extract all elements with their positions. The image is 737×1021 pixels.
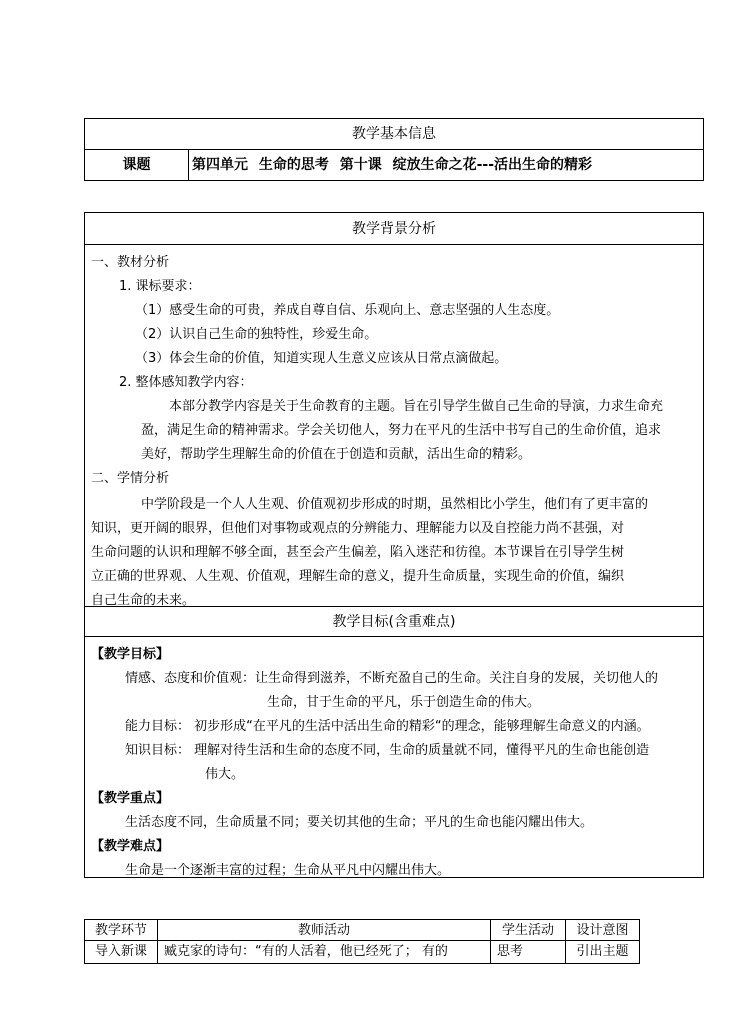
section-students: 二、学情分析 bbox=[91, 471, 170, 486]
goal-emotion-2: 生命，甘于生命的平凡，乐于创造生命的伟大。 bbox=[267, 695, 541, 710]
col-header-student: 学生活动 bbox=[491, 920, 566, 941]
col-header-teacher: 教师活动 bbox=[158, 920, 491, 941]
student-line-5: 自己生命的未来。 bbox=[91, 593, 196, 608]
basic-info-table bbox=[84, 118, 704, 181]
content-line-2: 盈，满足生命的精神需求。学会关切他人，努力在平凡的生活中书写自己的生命价值，追求 bbox=[141, 423, 662, 438]
goals-header: 教学目标(含重难点) bbox=[85, 606, 703, 637]
row-stage: 导入新课 bbox=[85, 941, 158, 963]
row-intent: 引出主题 bbox=[576, 944, 629, 959]
student-line-1: 中学阶段是一个人人生观、价值观初步形成的时期，虽然相比小学生，他们有了更丰富的 bbox=[141, 497, 649, 512]
topic-title: 第四单元 生命的思考 第十课 绽放生命之花---活出生命的精彩 bbox=[192, 157, 593, 173]
basic-info-header: 教学基本信息 bbox=[85, 119, 703, 150]
req-3: （3）体会生命的价值，知道实现人生意义应该从日常点滴做起。 bbox=[135, 351, 508, 366]
key-point: 生活态度不同，生命质量不同；要关切其他的生命；平凡的生命也能闪耀出伟大。 bbox=[125, 815, 594, 830]
req-2: （2）认识自己生命的独特性，珍爱生命。 bbox=[135, 327, 378, 342]
tag-difficult: 【教学难点】 bbox=[91, 839, 170, 854]
goal-knowledge-1: 知识目标： 理解对待生活和生命的态度不同，生命的质量就不同，懂得平凡的生命也能创造 bbox=[125, 743, 650, 758]
row-teacher: 臧克家的诗句：“有的人活着，他已经死了； 有的 bbox=[158, 941, 491, 963]
col-header-stage: 教学环节 bbox=[85, 920, 158, 941]
process-table bbox=[84, 919, 640, 964]
row-student: 思考 bbox=[491, 941, 566, 963]
difficult-point: 生命是一个逐渐丰富的过程；生命从平凡中闪耀出伟大。 bbox=[125, 863, 451, 878]
student-line-4: 立正确的世界观、人生观、价值观，理解生命的意义，提升生命质量，实现生命的价值，编织 bbox=[91, 569, 625, 584]
content-line-1: 本部分教学内容是关于生命教育的主题。旨在引导学生做自己生命的导演，力求生命充 bbox=[169, 399, 664, 414]
item-standard: 1. 课标要求： bbox=[119, 279, 201, 294]
topic-label: 课题 bbox=[85, 150, 189, 180]
goal-ability: 能力目标： 初步形成“在平凡的生活中活出生命的精彩“的理念，能够理解生命意义的内涵。 bbox=[125, 719, 650, 734]
goal-knowledge-2: 伟大。 bbox=[205, 767, 245, 782]
goal-emotion-1: 情感、态度和价值观：让生命得到滋养，不断充盈自己的生命。关注自身的发展，关切他人的 bbox=[125, 671, 659, 686]
req-1: （1）感受生命的可贵，养成自尊自信、乐观向上、意志坚强的人生态度。 bbox=[135, 303, 560, 318]
tag-goals: 【教学目标】 bbox=[91, 647, 170, 662]
item-content: 2. 整体感知教学内容： bbox=[119, 375, 253, 390]
background-header: 教学背景分析 bbox=[85, 213, 703, 245]
content-line-3: 美好，帮助学生理解生命的价值在于创造和贡献，活出生命的精彩。 bbox=[141, 447, 532, 462]
section-material: 一、教材分析 bbox=[91, 255, 170, 270]
background-goals-table bbox=[84, 212, 704, 878]
tag-key: 【教学重点】 bbox=[91, 791, 170, 806]
student-line-3: 生命问题的认识和理解不够全面，甚至会产生偏差，陷入迷茫和彷徨。本节课旨在引导学生树 bbox=[91, 545, 625, 560]
student-line-2: 知识，更开阔的眼界，但他们对事物或观点的分辨能力、理解能力以及自控能力尚不甚强，对 bbox=[91, 521, 625, 536]
col-header-intent: 设计意图 bbox=[566, 920, 639, 941]
